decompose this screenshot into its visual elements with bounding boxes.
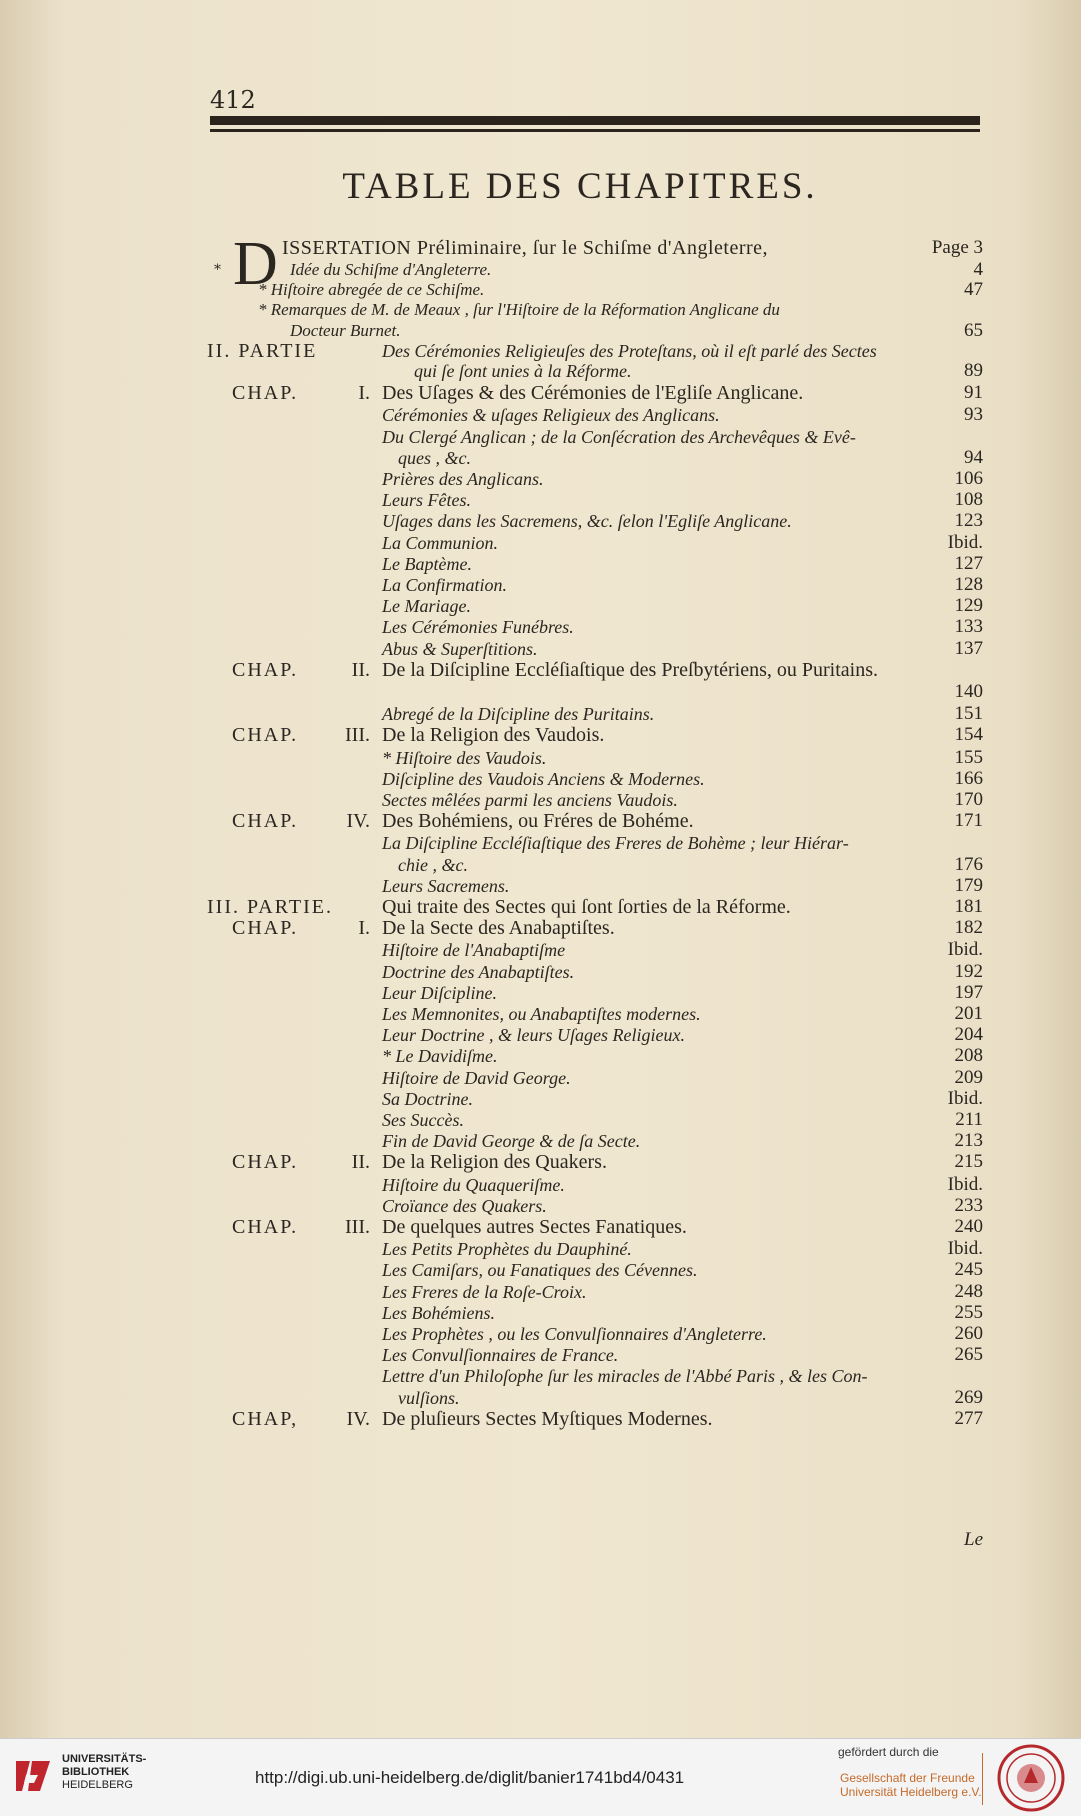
toc-subentry: Hiſtoire de l'Anabaptiſme [382,940,566,960]
toc-subentry: Les Camiſars, ou Fanatiques des Cévennes. [382,1260,698,1280]
chapter-label: CHAP. [232,724,299,746]
toc-subentry: Uſages dans les Sacremens, &c. ſelon l'Egliſe Anglicane. [382,511,792,531]
toc-subentry: Les Cérémonies Funébres. [382,617,574,637]
margin-star: * [214,262,221,278]
chapter-number: II. [351,659,370,681]
toc-subentry: Les Freres de la Roſe-Croix. [382,1282,587,1302]
toc-subentry: Diſcipline des Vaudois Anciens & Modernes. [382,769,705,789]
toc-subentry: Fin de David George & de ſa Secte. [382,1131,641,1151]
part-label: III. PARTIE. [207,896,333,918]
toc-subentry: Prières des Anglicans. [382,469,544,489]
toc-page-number: 108 [954,489,983,510]
toc-subentry: La Confirmation. [382,575,508,595]
toc-page-number: 176 [954,854,983,875]
chapter-title: De la Religion des Quakers. [382,1151,607,1173]
toc-page-number: 127 [954,553,983,574]
toc-subentry: Hiſtoire de David George. [382,1068,571,1088]
toc-subentry: Les Bohémiens. [382,1303,495,1323]
library-name-line1: UNIVERSITÄTS- [62,1753,147,1765]
chapter-number: I. [358,917,370,939]
page-number: 412 [210,86,256,114]
library-name [62,1753,146,1792]
toc-page-number: 197 [954,982,983,1003]
toc-subentry: Leurs Fêtes. [382,490,471,510]
toc-subentry: Sa Doctrine. [382,1089,473,1109]
toc-subentry: Cérémonies & uſages Religieux des Anglicans. [382,405,720,425]
toc-subentry: Leur Diſcipline. [382,983,497,1003]
toc-page-number: 211 [955,1109,983,1130]
toc-page-number: Ibid. [947,1088,983,1109]
toc-subentry: La Communion. [382,533,499,553]
toc-page-number: 209 [954,1067,983,1088]
part-title: Qui traite des Sectes qui ſont ſorties de la Réforme. [382,896,791,918]
toc-subentry: * Remarques de M. de Meaux , ſur l'Hiſtoire de la Réformation Anglicane du [258,300,780,319]
toc-page-number: 201 [954,1003,983,1024]
toc-subentry: Abus & Superſtitions. [382,639,538,659]
permalink-url[interactable]: http://digi.ub.uni-heidelberg.de/diglit/banier1741bd4/0431 [255,1768,685,1787]
toc-page-number: 240 [954,1216,983,1237]
toc-page-number: 181 [954,896,983,917]
footer-bar [0,1738,1081,1816]
toc-page-number: 269 [954,1387,983,1408]
toc-page-number: 4 [973,259,983,280]
toc-subentry: * Le Davidiſme. [382,1046,498,1066]
chapter-label: CHAP. [232,1151,299,1173]
toc-subentry: chie , &c. [398,855,468,875]
chapter-title: De pluſieurs Sectes Myſtiques Modernes. [382,1408,713,1430]
chapter-number: III. [345,724,370,746]
toc-page-number: 233 [954,1195,983,1216]
chapter-number: IV. [346,1408,370,1430]
toc-page-number: Page 3 [931,237,983,258]
part-title-cont: qui ſe ſont unies à la Réforme. [414,361,632,381]
footer-divider [982,1753,983,1805]
toc-subentry: * Hiſtoire abregée de ce Schiſme. [258,280,485,299]
library-name-line2: BIBLIOTHEK [62,1766,130,1778]
catchword: Le [964,1529,983,1550]
society-name-line2: Universität Heidelberg e.V. [840,1785,982,1799]
toc-page-number: 91 [964,382,983,403]
chapter-label: CHAP. [232,659,299,681]
toc-page-number: 248 [954,1281,983,1302]
toc-page-number: 154 [954,724,983,745]
chapter-title: Des Uſages & des Cérémonies de l'Egliſe Anglicane. [382,382,804,404]
toc-page-number: 170 [954,789,983,810]
toc-subentry: Le Baptème. [382,554,472,574]
library-name-line3: HEIDELBERG [62,1779,133,1791]
toc-subentry: Leurs Sacremens. [382,876,510,896]
toc-page-number: 166 [954,768,983,789]
toc-page-number: 123 [954,510,983,531]
toc-page-number: 215 [954,1151,983,1172]
toc-page-number: 171 [954,810,983,831]
header-rule-thick [210,116,980,125]
toc-page-number: 255 [954,1302,983,1323]
toc-page-number: 179 [954,875,983,896]
toc-subentry: Les Prophètes , ou les Convulſionnaires d'Angleterre. [382,1324,767,1344]
chapter-label: CHAP. [232,810,299,832]
toc-page-number: 151 [954,703,983,724]
toc-page-number: 260 [954,1323,983,1344]
toc-subentry: Ses Succès. [382,1110,464,1130]
funded-by-label: gefördert durch die [838,1745,939,1759]
toc-subentry: * Hiſtoire des Vaudois. [382,748,547,768]
part-label: II. PARTIE [207,340,318,362]
dissertation-title: ISSERTATION Préliminaire, ſur le Schiſme d'Angleterre, [282,237,769,259]
chapter-number: II. [351,1151,370,1173]
toc-subentry: Docteur Burnet. [290,321,401,340]
toc-subentry: Doctrine des Anabaptiſtes. [382,962,575,982]
chapter-title: De la Secte des Anabaptiſtes. [382,917,615,939]
toc-page-number: 65 [964,320,983,341]
toc-page-number: 106 [954,468,983,489]
toc-subentry: La Diſcipline Eccléſiaſtique des Freres de Bohème ; leur Hiérar- [382,833,849,853]
toc-page-number: 155 [954,747,983,768]
toc-page-number: 94 [964,447,983,468]
chapter-title: De la Religion des Vaudois. [382,724,605,746]
toc-subentry: Le Mariage. [382,596,471,616]
toc-subentry: Croïance des Quakers. [382,1196,547,1216]
toc-page-number: 89 [964,360,983,381]
chapter-number: IV. [346,810,370,832]
toc-page-number: 192 [954,961,983,982]
chapter-title: De la Diſcipline Eccléſiaſtique des Preſbytériens, ou Puritains. [382,659,878,681]
toc-subentry: Lettre d'un Philoſophe ſur les miracles de l'Abbé Paris , & les Con- [382,1366,868,1386]
society-name-line1: Gesellschaft der Freunde [840,1771,975,1785]
chapter-label: CHAP. [232,917,299,939]
toc-subentry: Idée du Schiſme d'Angleterre. [290,260,492,279]
chapter-label: CHAP. [232,1216,299,1238]
toc-page-number: Ibid. [947,939,983,960]
toc-page-number: 137 [954,638,983,659]
society-name [840,1771,982,1799]
toc-page-number: 129 [954,595,983,616]
toc-page-number: 140 [954,681,983,702]
toc-page-number: Ibid. [947,1174,983,1195]
chapter-label: CHAP, [232,1408,299,1430]
toc-page-number: 277 [954,1408,983,1429]
toc-subentry: Du Clergé Anglican ; de la Conſécration des Archevêques & Evê- [382,427,856,447]
toc-subentry: Leur Doctrine , & leurs Uſages Religieux. [382,1025,685,1045]
toc-subentry: Sectes mêlées parmi les anciens Vaudois. [382,790,678,810]
toc-page-number: 133 [954,616,983,637]
part-title: Des Cérémonies Religieuſes des Proteſtans, où il eſt parlé des Sectes [382,341,877,361]
chapter-number: I. [358,382,370,404]
toc-subentry: Les Petits Prophètes du Dauphiné. [382,1239,632,1259]
toc-subentry: ques , &c. [398,448,471,468]
university-seal-icon [996,1743,1066,1813]
toc-page-number: 245 [954,1259,983,1280]
toc-page-number: 213 [954,1130,983,1151]
toc-page-number: 128 [954,574,983,595]
chapter-title: De quelques autres Sectes Fanatiques. [382,1216,687,1238]
toc-page-number: 204 [954,1024,983,1045]
toc-page-number: 93 [964,404,983,425]
header-rule-thin [210,129,980,132]
toc-subentry: vulſions. [398,1388,460,1408]
toc-subentry: Les Convulſionnaires de France. [382,1345,619,1365]
toc-page-number: Ibid. [947,1238,983,1259]
toc-page-number: 265 [954,1344,983,1365]
toc-page-number: 182 [954,917,983,938]
toc-page-number: 47 [964,279,983,300]
chapter-label: CHAP. [232,382,299,404]
chapter-number: III. [345,1216,370,1238]
page-title: TABLE DES CHAPITRES. [342,166,818,207]
toc-page-number: Ibid. [947,532,983,553]
chapter-title: Des Bohémiens, ou Fréres de Bohéme. [382,810,694,832]
dropcap-letter: D [233,230,278,298]
toc-page-number: 208 [954,1045,983,1066]
toc-subentry: Hiſtoire du Quaqueriſme. [382,1175,565,1195]
toc-subentry: Abregé de la Diſcipline des Puritains. [382,704,655,724]
library-logo-icon [12,1755,54,1797]
toc-subentry: Les Memnonites, ou Anabaptiſtes modernes. [382,1004,701,1024]
